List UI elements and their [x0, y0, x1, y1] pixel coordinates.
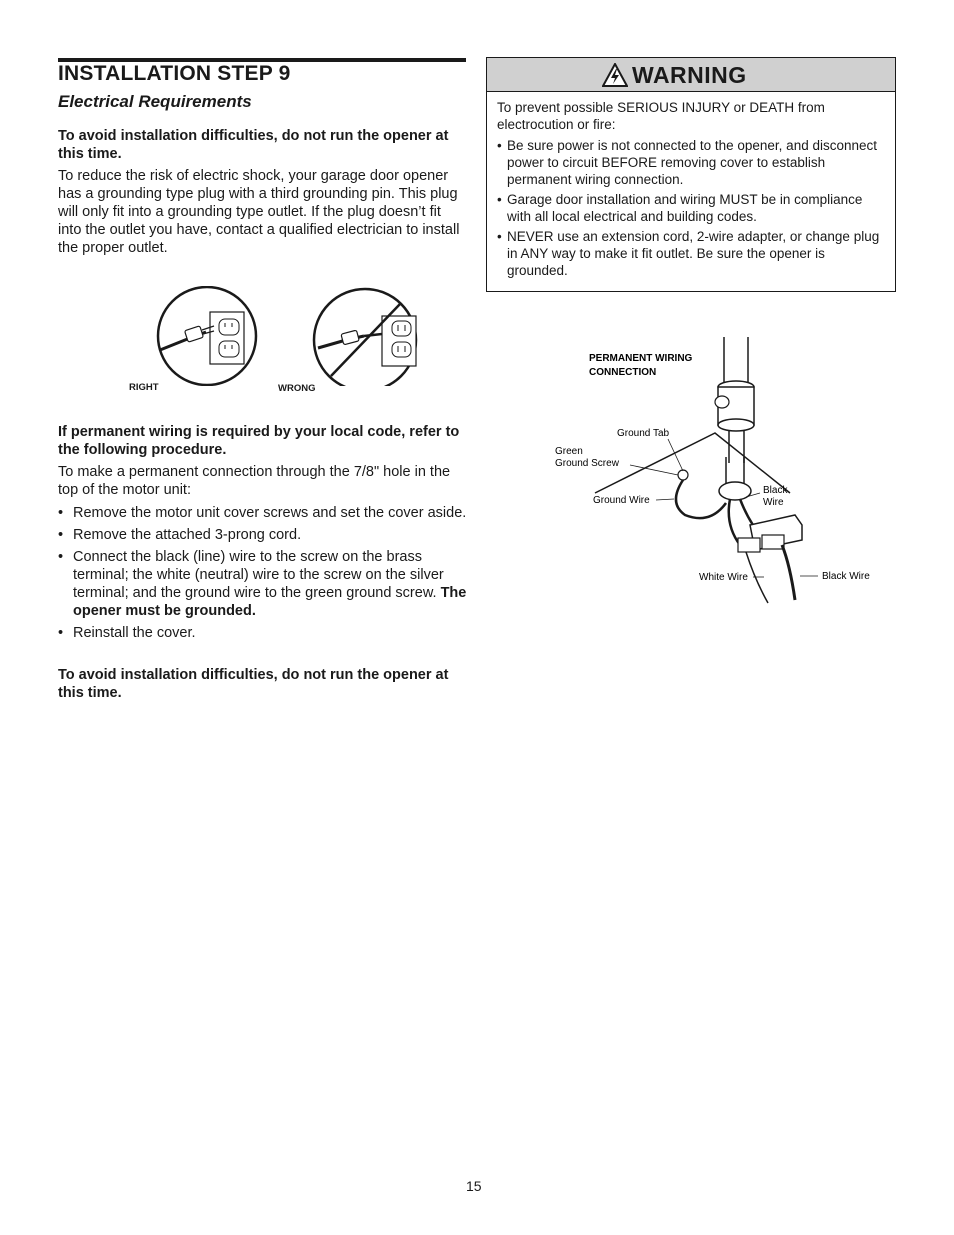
label-black-wire: Black Wire	[822, 571, 870, 582]
warning-list	[497, 137, 889, 282]
list-item: • Remove the motor unit cover screws and set the cover aside.	[58, 505, 467, 521]
grounding-intro: To reduce the risk of electric shock, your garage door opener has a grounding type plug with a third grounding pin. This plug will only fit into a grounding type outlet. If the plug doesn’t fit into the outlet you have, contact a qualified electrician to install the proper outlet.	[58, 168, 460, 256]
list-item: • Reinstall the cover.	[58, 625, 196, 641]
label-green-1: Green	[555, 446, 583, 457]
list-item: • Remove the attached 3-prong cord.	[58, 527, 302, 543]
plug-illustration	[120, 286, 420, 386]
wiring-title-1: PERMANENT WIRING	[589, 353, 693, 364]
list-item: • NEVER use an extension cord, 2-wire adapter, or change plug in ANY way to make it fit outlet. Be sure the opener is grounded.	[497, 229, 880, 278]
permanent-wiring-note: If permanent wiring is required by your local code, refer to the following procedure.	[58, 424, 460, 458]
list-item: • Garage door installation and wiring MUST be in compliance with all local electrical and building codes.	[497, 192, 863, 224]
wiring-diagram	[550, 335, 890, 610]
procedure-list	[58, 504, 468, 646]
page-number: 15	[466, 1178, 482, 1194]
label-right: RIGHT	[129, 382, 159, 393]
label-black-wire-top-1: Black	[763, 485, 788, 496]
list-item: • Be sure power is not connected to the opener, and disconnect power to circuit BEFORE removing cover to establish permanent wiring connection.	[497, 138, 877, 187]
right-outlet-illustration	[158, 287, 256, 385]
section-subtitle: Electrical Requirements	[58, 92, 252, 111]
wiring-title-2: CONNECTION	[589, 367, 657, 378]
step-title: INSTALLATION STEP 9	[58, 62, 291, 85]
list-item: • Connect the black (line) wire to the screw on the brass terminal; the white (neutral) wire to the screw on the silver terminal; and the ground wire to the green ground screw. The opener must be grounded.	[58, 549, 467, 619]
label-ground-wire: Ground Wire	[593, 495, 650, 506]
caution-text-top: To avoid installation difficulties, do not run the opener at this time.	[58, 128, 449, 162]
label-ground-tab: Ground Tab	[617, 428, 670, 439]
warning-title: WARNING	[632, 62, 747, 88]
label-black-wire-top-2: Wire	[763, 497, 784, 508]
label-wrong: WRONG	[278, 383, 316, 394]
warning-intro: To prevent possible SERIOUS INJURY or DEATH from electrocution or fire:	[497, 100, 825, 132]
grounded-emphasis: The opener must be grounded.	[73, 585, 467, 619]
label-green-2: Ground Screw	[555, 458, 619, 469]
wrong-outlet-illustration	[314, 289, 416, 386]
caution-text-bottom: To avoid installation difficulties, do not run the opener at this time.	[58, 667, 449, 701]
warning-triangle-icon	[602, 63, 628, 87]
permanent-wiring-intro: To make a permanent connection through the 7/8" hole in the top of the motor unit:	[58, 464, 451, 498]
label-white-wire: White Wire	[699, 572, 748, 583]
